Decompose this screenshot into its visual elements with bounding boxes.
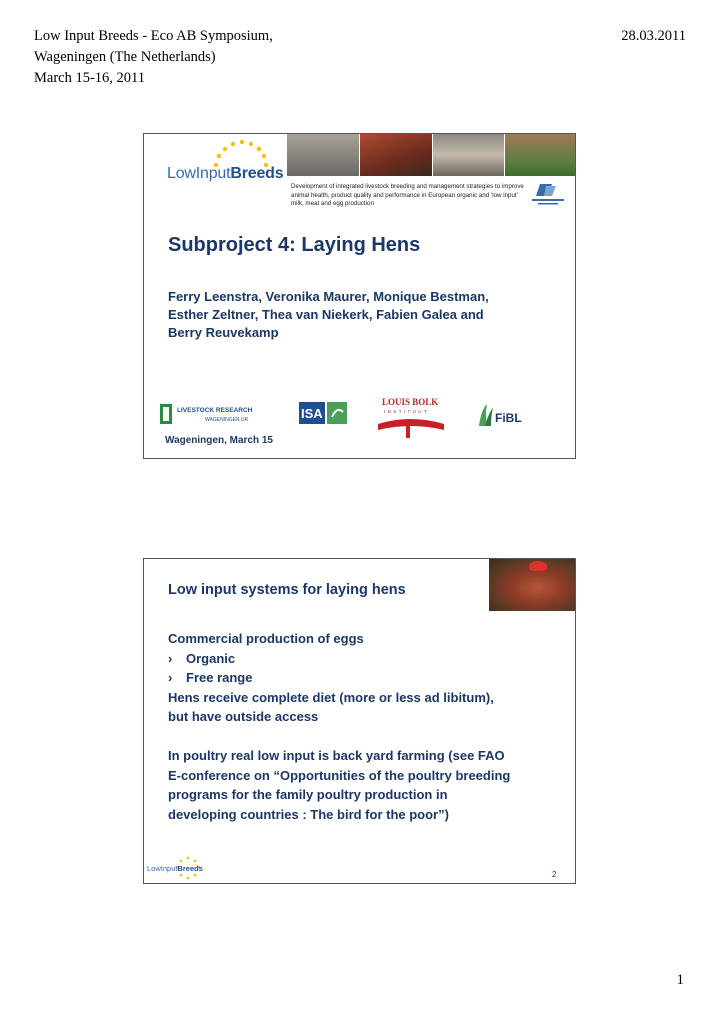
isa-logo [299, 402, 349, 426]
body-line-diet: Hens receive complete diet (more or less ad libitum), [168, 689, 494, 705]
slide-2-body [168, 629, 568, 824]
authors [168, 288, 568, 342]
logo-breeds: Breeds [230, 165, 284, 182]
bullet-icon: › [168, 670, 173, 685]
small-logo-wordmark [147, 864, 203, 873]
header-line-2: Wageningen (The Netherlands) [34, 49, 216, 65]
hen-comb-shape [529, 561, 547, 571]
sheep-photo [287, 134, 359, 176]
instituut-text: INSTITUUT [384, 409, 430, 414]
project-tagline: Development of integrated livestock breeding and management strategies to improve animal health, product quality and performance in European organic and ‘low input’ milk, meat and egg production [291, 183, 524, 207]
logo-input: Input [195, 165, 231, 182]
bullet-organic [168, 649, 568, 669]
livestock-research-text: LIVESTOCK RESEARCH [177, 407, 253, 414]
authors-line-2: Esther Zeltner, Thea van Niekerk, Fabien Galea and [168, 307, 484, 322]
authors-line-3: Berry Reuvekamp [168, 325, 279, 340]
louis-bolk-text: LOUIS BOLK [382, 397, 439, 407]
small-logo-breeds: Breeds [177, 864, 203, 873]
hen-photo [489, 559, 576, 611]
slide-1 [143, 133, 576, 459]
slide-2-title: Low input systems for laying hens [168, 582, 406, 598]
louis-bolk-logo [376, 396, 446, 438]
authors-line-1: Ferry Leenstra, Veronika Maurer, Monique Bestman, [168, 289, 489, 304]
bullet-organic-text: Organic [186, 650, 236, 666]
lowinputbreeds-logo [158, 139, 283, 189]
isa-text: ISA [301, 406, 323, 421]
hen-photo [360, 134, 432, 176]
cow-photo [505, 134, 576, 176]
pig-photo [433, 134, 505, 176]
body-p2-line-3: programs for the family poultry production in [168, 787, 448, 802]
header-date: 28.03.2011 [621, 28, 686, 44]
fibl-logo [475, 400, 525, 430]
body-line-outside: but have outside access [168, 709, 319, 724]
body-p2-line-4: developing countries : The bird for the poor”) [168, 806, 449, 822]
wageningen-ur-text: WAGENINGEN UR [205, 417, 249, 423]
body-p2-line-2: E-conference on “Opportunities of the poultry breeding [168, 767, 511, 783]
page-number: 1 [676, 972, 684, 988]
body-line-commercial: Commercial production of eggs [168, 631, 364, 646]
fp7-logo-icon [532, 182, 564, 206]
slide-number: 2 [552, 870, 557, 879]
page-header [34, 26, 273, 89]
body-p2-line-1: In poultry real low input is back yard farming (see FAO [168, 748, 505, 763]
fibl-text: FiBL [495, 411, 522, 425]
bullet-free-range [168, 668, 568, 688]
small-logo-input: Input [160, 864, 178, 873]
slide-1-title: Subproject 4: Laying Hens [168, 234, 421, 256]
logo-wordmark [167, 165, 283, 183]
slide-1-footer: Wageningen, March 15 [165, 435, 273, 446]
bullet-icon: › [168, 650, 173, 666]
bullet-free-range-text: Free range [186, 670, 253, 685]
header-line-1: Low Input Breeds - Eco AB Symposium, [34, 28, 273, 44]
header-line-3: March 15-16, 2011 [34, 70, 146, 86]
livestock-photo-strip [287, 134, 576, 176]
slide-2 [143, 558, 576, 884]
small-logo-low: Low [147, 864, 161, 873]
lowinputbreeds-small-logo [147, 855, 215, 881]
logo-low: Low [167, 165, 196, 182]
livestock-research-logo [160, 402, 280, 426]
